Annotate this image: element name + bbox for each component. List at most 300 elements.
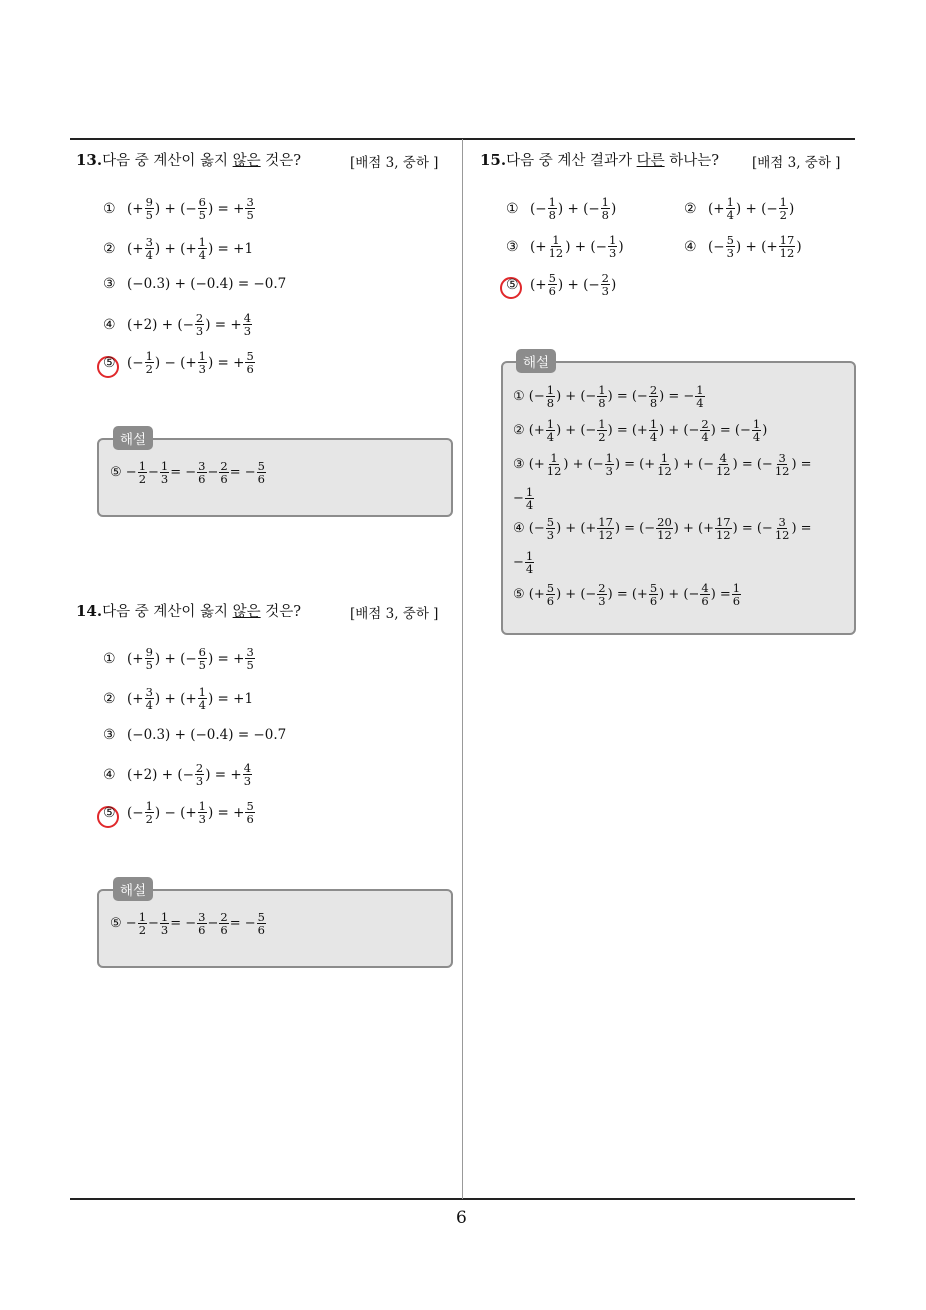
numerator: 6 [198, 645, 206, 659]
question-text-underlined: 않은 [232, 604, 261, 620]
fraction [715, 452, 732, 477]
denominator: 2 [145, 812, 153, 826]
denominator: 3 [546, 528, 555, 542]
math-text: (−0.3) + (−0.4) = −0.7 [127, 727, 287, 743]
fraction [548, 272, 557, 297]
denominator: 6 [220, 472, 228, 486]
denominator: 2 [598, 430, 606, 444]
answer-option-2[interactable] [103, 686, 253, 711]
column-divider [462, 139, 463, 1199]
math-text: (+ [530, 238, 547, 255]
numerator: 1 [198, 799, 206, 813]
fraction [726, 196, 735, 221]
denominator: 3 [195, 324, 204, 338]
math-text: ) [611, 200, 617, 217]
fraction [597, 384, 606, 409]
denominator: 4 [198, 248, 206, 262]
denominator: 2 [779, 208, 787, 222]
denominator: 3 [198, 362, 206, 376]
numerator: 1 [779, 195, 787, 209]
math-text: ④ (− [513, 521, 545, 536]
option-number: ④ [103, 766, 116, 783]
math-text: (+2) + (− [127, 316, 194, 333]
numerator: 5 [726, 233, 734, 247]
numerator: 1 [550, 451, 558, 465]
option-number: ③ [103, 727, 116, 743]
option-number: ⑤ [103, 804, 116, 821]
math-text: ) = + [208, 804, 245, 821]
numerator: 5 [548, 271, 556, 285]
solution-line [513, 550, 535, 575]
fraction [245, 350, 254, 375]
solution-label: 해설 [516, 349, 556, 373]
numerator: 9 [145, 195, 153, 209]
numerator: 2 [220, 459, 228, 473]
answer-option-2[interactable] [684, 196, 794, 221]
question-text-underlined: 다른 [636, 153, 665, 169]
math-text: ) = (− [614, 521, 656, 536]
math-text: − [513, 555, 524, 570]
numerator: 1 [525, 549, 534, 563]
math-text: ) − (+ [154, 354, 197, 371]
numerator: 3 [246, 645, 254, 659]
numerator: 2 [701, 417, 709, 431]
denominator: 4 [145, 698, 153, 712]
solution-line [110, 460, 267, 485]
answer-option-1[interactable] [506, 196, 616, 221]
solution-line [513, 418, 767, 443]
numerator: 1 [160, 459, 169, 473]
denominator: 12 [546, 464, 562, 478]
math-text: ) = (− [710, 423, 751, 438]
fraction [145, 196, 154, 221]
fraction [145, 686, 154, 711]
fraction [546, 582, 555, 607]
denominator: 3 [598, 594, 606, 608]
fraction [145, 646, 154, 671]
math-text: (+ [127, 650, 144, 667]
math-text: − [207, 916, 219, 931]
denominator: 6 [246, 362, 254, 376]
question-14-meta: [배점 3, 중하 ] [350, 606, 439, 622]
denominator: 3 [243, 774, 252, 788]
solution-label: 해설 [113, 426, 153, 450]
numerator: 4 [243, 311, 252, 325]
fraction [198, 236, 207, 261]
fraction [198, 350, 207, 375]
fraction [597, 418, 606, 443]
math-text: ) + (+ [556, 521, 597, 536]
question-15-title [480, 149, 719, 170]
fraction [243, 762, 252, 787]
math-text: ) + (− [735, 200, 778, 217]
answer-option-5[interactable] [103, 350, 256, 375]
numerator: 2 [220, 910, 228, 924]
numerator: 17 [779, 233, 795, 247]
math-text: ) = +1 [208, 690, 254, 707]
numerator: 1 [160, 910, 169, 924]
answer-option-3[interactable] [103, 727, 286, 743]
numerator: 5 [546, 515, 555, 529]
fraction [548, 196, 557, 221]
denominator: 12 [779, 246, 795, 260]
denominator: 3 [198, 812, 206, 826]
fraction [245, 196, 254, 221]
solution-line [513, 452, 812, 477]
fraction [656, 516, 673, 541]
numerator: 1 [198, 349, 206, 363]
fraction [219, 911, 228, 936]
denominator: 12 [715, 464, 731, 478]
denominator: 5 [198, 658, 206, 672]
fraction [257, 460, 266, 485]
denominator: 4 [701, 430, 709, 444]
answer-option-3[interactable] [103, 276, 286, 292]
numerator: 3 [145, 685, 153, 699]
numerator: 2 [195, 761, 204, 775]
answer-option-4[interactable] [103, 762, 253, 787]
question-number: 14. [76, 602, 103, 620]
denominator: 3 [726, 246, 734, 260]
math-text: (+2) + (− [127, 766, 194, 783]
fraction [219, 460, 228, 485]
denominator: 12 [774, 464, 790, 478]
option-number: ① [103, 200, 116, 217]
option-number: ② [103, 690, 116, 707]
fraction [160, 460, 169, 485]
denominator: 3 [601, 284, 609, 298]
math-text: (− [530, 200, 547, 217]
math-text: ) [789, 200, 795, 217]
denominator: 12 [657, 528, 672, 542]
fraction [715, 516, 732, 541]
math-text: − [207, 465, 219, 480]
math-text: ③ (+ [513, 457, 545, 472]
fraction [138, 911, 147, 936]
math-text: − [513, 491, 524, 506]
fraction [257, 911, 266, 936]
denominator: 3 [195, 774, 204, 788]
solution-label: 해설 [113, 877, 153, 901]
denominator: 6 [548, 284, 556, 298]
math-text: ⑤ − [110, 916, 137, 931]
numerator: 1 [598, 383, 606, 397]
math-text: ) + (− [154, 200, 197, 217]
numerator: 2 [598, 581, 606, 595]
math-text: ) = + [208, 354, 245, 371]
math-text: ) + (− [565, 238, 607, 255]
denominator: 6 [546, 594, 555, 608]
math-text: = − [229, 465, 256, 480]
denominator: 12 [774, 528, 790, 542]
fraction [145, 350, 154, 375]
fraction [198, 686, 207, 711]
numerator: 1 [605, 451, 613, 465]
numerator: 1 [145, 349, 153, 363]
math-text: (− [708, 238, 725, 255]
denominator: 2 [138, 923, 147, 937]
denominator: 4 [649, 430, 658, 444]
fraction [145, 236, 154, 261]
denominator: 3 [243, 324, 252, 338]
math-text: ) + (− [556, 389, 597, 404]
math-text: ) [611, 276, 617, 293]
numerator: 1 [552, 233, 560, 247]
math-text: = − [229, 916, 256, 931]
fraction [546, 516, 555, 541]
math-text: (− [127, 354, 144, 371]
math-text: ) [762, 423, 768, 438]
question-text-end: 것은? [260, 604, 302, 620]
fraction [601, 196, 610, 221]
denominator: 2 [145, 362, 153, 376]
numerator: 1 [546, 383, 555, 397]
question-13-title [76, 149, 301, 170]
math-text: ) = (+ [614, 457, 656, 472]
fraction [138, 460, 147, 485]
answer-option-2[interactable] [103, 236, 253, 261]
denominator: 3 [160, 472, 169, 486]
denominator: 5 [198, 208, 206, 222]
denominator: 4 [696, 396, 704, 410]
numerator: 4 [701, 581, 709, 595]
denominator: 4 [525, 562, 534, 576]
option-number: ② [684, 200, 697, 217]
fraction [608, 234, 617, 259]
denominator: 4 [546, 430, 555, 444]
fraction [605, 452, 614, 477]
numerator: 1 [598, 417, 606, 431]
math-text: ) = + [205, 316, 242, 333]
option-number: ④ [103, 316, 116, 333]
fraction [774, 452, 791, 477]
math-text: ) + (− [154, 650, 197, 667]
numerator: 5 [546, 581, 555, 595]
numerator: 5 [246, 799, 254, 813]
fraction [198, 800, 207, 825]
math-text: ) + (− [556, 587, 597, 602]
fraction [546, 452, 563, 477]
option-number: ① [103, 650, 116, 667]
option-number: ③ [103, 276, 116, 292]
fraction [601, 272, 610, 297]
denominator: 6 [198, 923, 206, 937]
numerator: 1 [649, 417, 658, 431]
denominator: 6 [257, 472, 265, 486]
denominator: 5 [246, 658, 254, 672]
page-number: 6 [456, 1208, 467, 1228]
numerator: 20 [657, 515, 672, 529]
denominator: 6 [198, 472, 206, 486]
math-text: ) − (+ [154, 804, 197, 821]
fraction [197, 911, 206, 936]
fraction [726, 234, 735, 259]
math-text: ) + (− [659, 423, 700, 438]
denominator: 4 [145, 248, 153, 262]
numerator: 3 [778, 451, 786, 465]
denominator: 4 [726, 208, 734, 222]
numerator: 17 [598, 515, 613, 529]
numerator: 3 [145, 235, 153, 249]
math-text: ) + (− [557, 200, 600, 217]
math-text: ) = (− [607, 389, 648, 404]
math-text: ⑤ − [110, 465, 137, 480]
numerator: 5 [257, 459, 265, 473]
numerator: 1 [548, 195, 556, 209]
fraction [197, 460, 206, 485]
fraction [198, 196, 207, 221]
denominator: 5 [145, 658, 153, 672]
answer-option-3[interactable] [506, 234, 624, 259]
math-text: (+ [127, 240, 144, 257]
numerator: 1 [732, 581, 741, 595]
denominator: 2 [138, 472, 147, 486]
fraction [245, 800, 254, 825]
denominator: 6 [649, 594, 658, 608]
fraction [700, 582, 709, 607]
math-text: ) = + [208, 200, 245, 217]
numerator: 2 [649, 383, 658, 397]
solution-line [513, 384, 706, 409]
math-text: ) = (+ [607, 587, 648, 602]
math-text: ) [618, 238, 624, 255]
question-14-title [76, 600, 301, 621]
denominator: 12 [715, 528, 731, 542]
answer-option-4[interactable] [684, 234, 802, 259]
numerator: 1 [696, 383, 704, 397]
numerator: 1 [546, 417, 555, 431]
denominator: 8 [546, 396, 555, 410]
numerator: 3 [778, 515, 786, 529]
denominator: 12 [598, 528, 613, 542]
numerator: 17 [715, 515, 731, 529]
fraction [548, 234, 565, 259]
denominator: 3 [608, 246, 617, 260]
question-text: 다음 중 계산 결과가 [506, 153, 637, 169]
denominator: 6 [701, 594, 709, 608]
question-text: 다음 중 계산이 옳지 [102, 153, 233, 169]
option-number: ② [103, 240, 116, 257]
fraction [597, 582, 606, 607]
denominator: 6 [732, 594, 741, 608]
numerator: 1 [726, 195, 734, 209]
question-text-end: 하나는? [664, 153, 720, 169]
fraction [546, 418, 555, 443]
math-text: ① (− [513, 389, 545, 404]
option-number: ⑤ [103, 354, 116, 371]
math-text: ) = +1 [208, 240, 254, 257]
fraction [779, 234, 796, 259]
fraction [525, 550, 534, 575]
math-text: ) = (− [732, 457, 773, 472]
denominator: 4 [525, 498, 534, 512]
math-text: ) + (− [557, 276, 600, 293]
answer-option-5[interactable] [506, 272, 616, 297]
math-text: ) + (+ [735, 238, 778, 255]
solution-line [513, 516, 812, 541]
question-13-meta: [배점 3, 중하 ] [350, 155, 439, 171]
fraction [195, 762, 204, 787]
denominator: 6 [257, 923, 265, 937]
answer-option-1[interactable] [103, 196, 256, 221]
math-text: ) + (− [659, 587, 700, 602]
numerator: 3 [198, 910, 206, 924]
numerator: 3 [198, 459, 206, 473]
answer-option-1[interactable] [103, 646, 256, 671]
math-text: ) + (− [673, 457, 714, 472]
fraction [774, 516, 791, 541]
numerator: 1 [601, 195, 609, 209]
math-text: ) = [710, 587, 731, 602]
option-number: ① [506, 200, 519, 217]
math-text: ) = [791, 457, 812, 472]
fraction [656, 452, 673, 477]
denominator: 4 [752, 430, 761, 444]
denominator: 4 [198, 698, 206, 712]
solution-line [513, 486, 535, 511]
numerator: 1 [198, 685, 206, 699]
math-text: (+ [708, 200, 725, 217]
numerator: 1 [608, 233, 617, 247]
denominator: 12 [548, 246, 564, 260]
numerator: 1 [752, 417, 761, 431]
math-text: ) = [791, 521, 812, 536]
math-text: ) = (− [732, 521, 773, 536]
question-text: 다음 중 계산이 옳지 [102, 604, 233, 620]
fraction [546, 384, 555, 409]
numerator: 2 [195, 311, 204, 325]
numerator: 2 [601, 271, 609, 285]
solution-line [110, 911, 267, 936]
math-text: (+ [127, 690, 144, 707]
denominator: 12 [657, 464, 672, 478]
numerator: 5 [246, 349, 254, 363]
answer-option-5[interactable] [103, 800, 256, 825]
numerator: 1 [145, 799, 153, 813]
fraction [649, 582, 658, 607]
denominator: 8 [601, 208, 609, 222]
denominator: 8 [649, 396, 658, 410]
math-text: ) + (− [563, 457, 604, 472]
option-number: ③ [506, 238, 519, 255]
math-text: ) = + [205, 766, 242, 783]
denominator: 8 [598, 396, 606, 410]
denominator: 5 [246, 208, 254, 222]
math-text: (−0.3) + (−0.4) = −0.7 [127, 276, 287, 292]
solution-line [513, 582, 742, 607]
fraction [245, 646, 254, 671]
math-text: = − [170, 916, 197, 931]
numerator: 1 [138, 459, 147, 473]
denominator: 5 [145, 208, 153, 222]
numerator: 1 [198, 235, 206, 249]
math-text: − [148, 465, 159, 480]
fraction [695, 384, 704, 409]
option-number: ⑤ [506, 276, 519, 293]
math-text: (+ [127, 200, 144, 217]
fraction [145, 800, 154, 825]
numerator: 1 [138, 910, 147, 924]
math-text: ) = + [208, 650, 245, 667]
fraction [525, 486, 534, 511]
math-text: ) + (+ [154, 240, 197, 257]
math-text: ② (+ [513, 423, 545, 438]
answer-option-4[interactable] [103, 312, 253, 337]
fraction [195, 312, 204, 337]
question-number: 13. [76, 151, 103, 169]
denominator: 3 [160, 923, 169, 937]
numerator: 1 [660, 451, 669, 465]
